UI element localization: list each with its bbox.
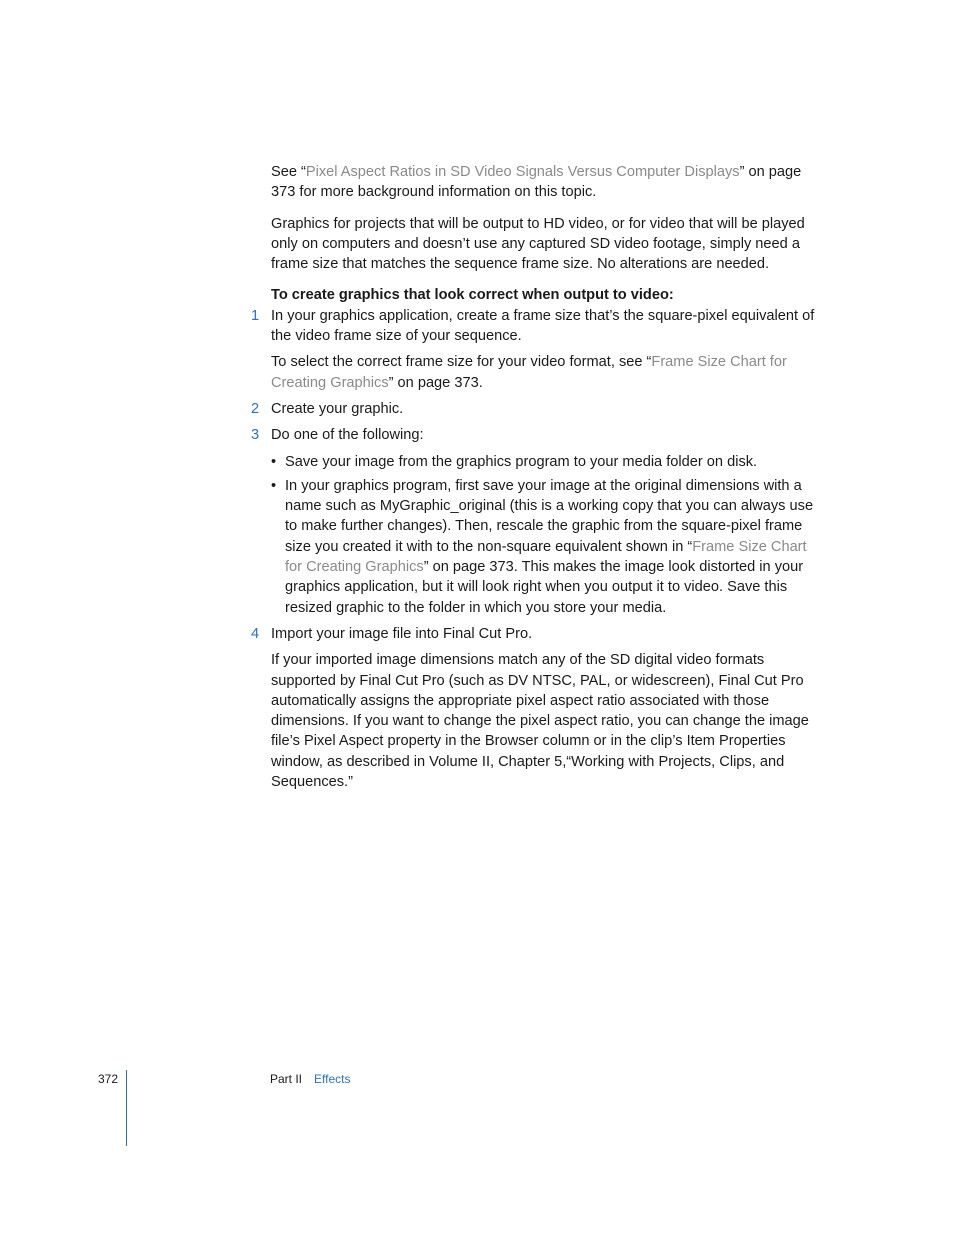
- list-item: [271, 476, 827, 618]
- sub-suffix: ” on page 373.: [388, 374, 483, 391]
- step-text: Import your image file into Final Cut Pro.: [271, 625, 533, 642]
- options-list: [271, 452, 827, 618]
- footer-part-label: Part II: [270, 1072, 303, 1086]
- link-frame-size-chart[interactable]: Frame Size Chart for Creating Graphics: [271, 354, 787, 391]
- step-text: Do one of the following:: [271, 427, 424, 444]
- page-body: [251, 162, 827, 798]
- bullet-text: Save your image from the graphics program to your media folder on disk.: [285, 453, 758, 470]
- sub-prefix: To select the correct frame size for your video format, see “: [271, 354, 652, 371]
- hd-paragraph: Graphics for projects that will be output to HD video, or for video that will be played only on computers and doesn’t use any captured SD video footage, simply need a frame size that matches the sequence frame size. No alterations are needed.: [271, 215, 805, 273]
- link-pixel-aspect-ratios[interactable]: Pixel Aspect Ratios in SD Video Signals Versus Computer Displays: [305, 164, 740, 180]
- step-number: 1: [251, 307, 260, 324]
- intro-prefix: See “: [271, 164, 306, 180]
- step-number: 3: [251, 427, 260, 444]
- step-number: 4: [251, 625, 260, 642]
- bullet-icon: •: [271, 477, 277, 494]
- step-3: [251, 425, 827, 618]
- step-subparagraph: If your imported image dimensions match any of the SD digital video formats supported by Final Cut Pro (such as DV NTSC, PAL, or widescreen), Final Cut Pro automatically assigns the appropriate pixel aspect ratio associated with those dimensions. If you want to change the pixel aspect ratio, you can change the image file’s Pixel Aspect property in the Browser column or in the clip’s Item Properties window, as described in Volume II, Chapter 5,“Working with Projects, Clips, and Sequences.”: [271, 652, 809, 791]
- step-4: [251, 624, 827, 792]
- bullet-text-suffix: ” on page 373. This makes the image look distorted in your graphics application, but it will look right when you output it to video. Save this resized graphic to the folder in which you store your media.: [285, 559, 804, 616]
- footer-rule: [126, 1070, 127, 1146]
- bullet-text-prefix: In your graphics program, first save your image at the original dimensions with a name such as MyGraphic_original (this is a working copy that you can always use to make further changes). Then, rescale the graphic from the square-pixel frame size you created it with to the non-square equivalent shown in “: [285, 477, 814, 555]
- procedure-heading: To create graphics that look correct when output to video:: [271, 287, 674, 304]
- footer-section-link[interactable]: Effects: [314, 1072, 351, 1086]
- step-1: [251, 306, 827, 393]
- page-number: 372: [98, 1072, 119, 1086]
- intro-suffix: ” on page 373 for more background information on this topic.: [271, 164, 802, 201]
- bullet-icon: •: [271, 453, 277, 470]
- list-item: [271, 452, 827, 472]
- intro-paragraph: [271, 162, 827, 203]
- step-text: In your graphics application, create a frame size that’s the square-pixel equivalent of the video frame size of your sequence.: [271, 307, 815, 345]
- step-number: 2: [251, 400, 260, 417]
- step-subparagraph: [271, 352, 827, 393]
- step-text: Create your graphic.: [271, 400, 404, 417]
- step-2: [251, 399, 827, 419]
- link-frame-size-chart[interactable]: Frame Size Chart for Creating Graphics: [285, 538, 807, 576]
